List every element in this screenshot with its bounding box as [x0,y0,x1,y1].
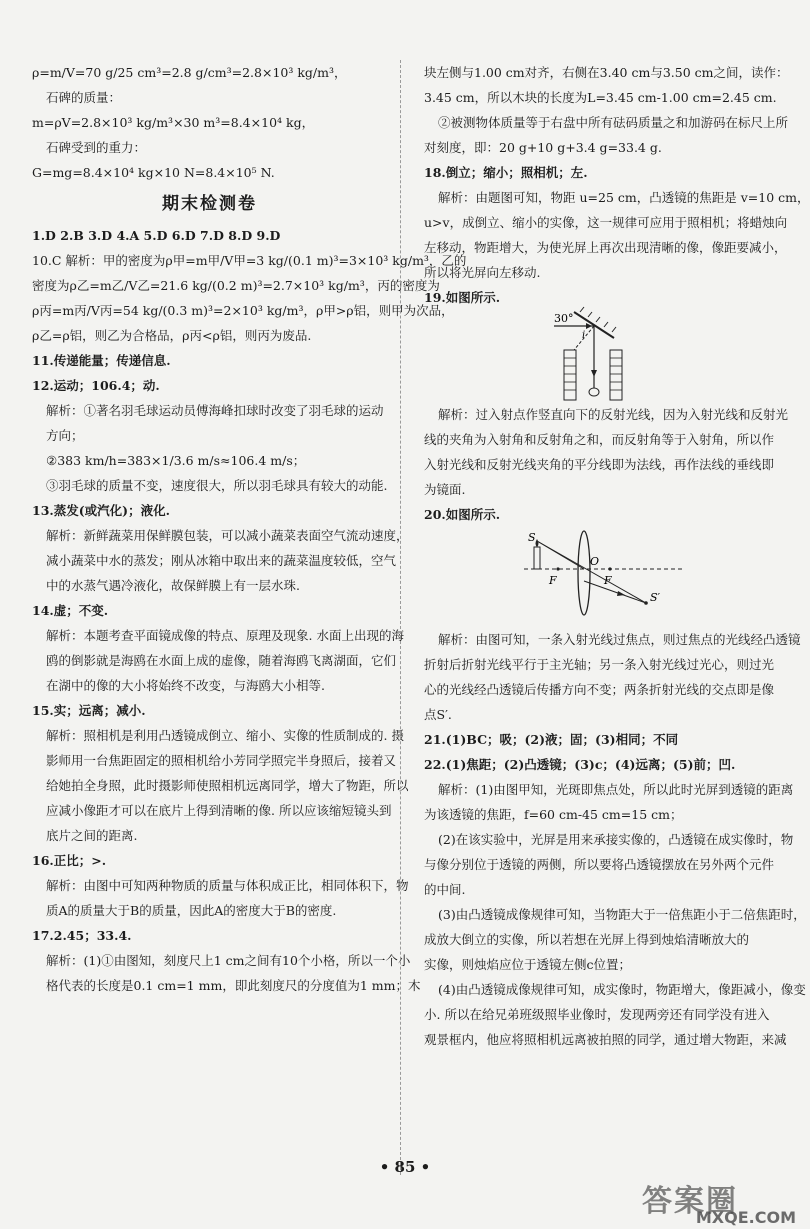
text-line: 解析：由图中可知两种物质的质量与体积成正比，相同体积下，物 [46,878,409,893]
text-line: 13.蒸发(或汽化)；液化. [32,503,170,518]
text-line: m=ρV=2.8×10³ kg/m³×30 m³=8.4×10⁴ kg， [32,115,315,130]
label-O: O [590,555,600,568]
label-S-prime: S′ [650,591,661,604]
text-line: 为镜面. [424,482,466,497]
text-line: 鸥的倒影就是海鸥在水面上成的虚像，随着海鸥飞离湖面，它们 [46,653,397,668]
text-line: 中的水蒸气遇冷液化，故保鲜膜上有一层水珠. [46,578,300,593]
text-line: 解析：(1)①由图知，刻度尺上1 cm之间有10个小格，所以一个小 [46,953,411,968]
text-line: 11.传递能量；传递信息. [32,353,171,368]
text-line: G=mg=8.4×10⁴ kg×10 N=8.4×10⁵ N. [32,165,275,180]
text-line: 解析：由题图可知，物距 u=25 cm，凸透镜的焦距是 v=10 cm， [438,190,810,205]
right-column [424,60,810,1052]
text-line: ③羽毛球的质量不变，速度很大，所以羽毛球具有较大的动能. [46,478,388,493]
text-line: 方向； [46,428,84,443]
text-line: 格代表的长度是0.1 cm=1 mm，即此刻度尺的分度值为1 mm；木 [46,978,421,993]
text-line: 心的光线经凸透镜后传播方向不变；两条折射光线的交点即是像 [424,682,775,697]
watermark-url: MXQE.COM [695,1208,796,1227]
incidence-angle-label: i [582,330,586,341]
text-line: 观景框内，他应将照相机远离被拍照的同学，通过增大物距，来减 [424,1032,787,1047]
mirror-diagram-svg [424,310,784,402]
text-line: 对刻度，即：20 g+10 g+3.4 g=33.4 g. [424,140,662,155]
text-line: 石碑的质量： [46,90,122,105]
figure-19-mirror-reflection [424,310,784,402]
text-line: 17.2.45；33.4. [32,928,132,943]
text-line: ②被测物体质量等于右盘中所有砝码质量之和加游码在标尺上所 [438,115,789,130]
focus-right [608,567,611,570]
angle-label: 30° [554,312,574,325]
text-line: 底片之间的距离. [46,828,138,843]
text-line: 线的夹角为入射角和反射角之和，而反射角等于入射角，所以作 [424,432,775,447]
text-line: 19.如图所示. [424,290,501,305]
text-line: 实像，则烛焰应位于透镜左侧c位置； [424,957,632,972]
focus-left [556,567,559,570]
text-line: 入射光线和反射光线夹角的平分线即为法线，再作法线的垂线即 [424,457,775,472]
text-line: ②383 km/h=383×1/3.6 m/s≈106.4 m/s； [46,453,306,468]
text-line: 成放大倒立的实像，所以若想在光屏上得到烛焰清晰放大的 [424,932,750,947]
convex-lens [578,531,590,615]
figure-20-convex-lens [424,527,784,627]
text-line: 21.(1)BC；吸；(2)液；固；(3)相同；不同 [424,732,679,747]
candle [534,547,540,569]
lens-diagram-svg [424,527,784,627]
text-line: ρ丙=m丙/V丙=54 kg/(0.3 m)³=2×10³ kg/m³，ρ甲>ρ铝，则甲为次品， [32,303,454,318]
text-line: 密度为ρ乙=m乙/V乙=21.6 kg/(0.2 m)³=2.7×10³ kg/m³，丙的密度为 [32,278,440,293]
text-line: 折射后折射光线平行于主光轴；另一条入射光线过光心，则过光 [424,657,775,672]
text-line: 应减小像距才可以在底片上得到清晰的像. 所以应该缩短镜头到 [46,803,392,818]
text-line: 1.D 2.B 3.D 4.A 5.D 6.D 7.D 8.D 9.D [32,228,281,243]
text-line: 小. 所以在给兄弟班级照毕业像时，发现两旁还有同学没有进入 [424,1007,770,1022]
text-line: (3)由凸透镜成像规律可知，当物距大于一倍焦距小于二倍焦距时， [438,907,806,922]
text-line: 10.C 解析：甲的密度为ρ甲=m甲/V甲=3 kg/(0.1 m)³=3×10³ kg/m³，乙的 [32,253,467,268]
well-bottom-object [589,388,599,396]
text-line: (4)由凸透镜成像规律可知，成实像时，物距增大，像距减小，像变 [438,982,806,997]
left-wall [564,350,576,400]
text-line: 期末检测卷 [162,194,257,214]
text-line: 18.倒立；缩小；照相机；左. [424,165,588,180]
text-line: 块左侧与1.00 cm对齐，右侧在3.40 cm与3.50 cm之间，读作： [424,65,789,80]
refracted-ray [584,581,646,603]
watermark-logo: 答案圈 [642,1184,738,1219]
text-line: ρ乙=ρ铝，则乙为合格品，ρ丙<ρ铝，则丙为废品. [32,328,312,343]
label-S: S [528,531,536,544]
text-line: (2)在该实验中，光屏是用来承接实像的，凸透镜在成实像时，物 [438,832,794,847]
column-divider [400,60,401,1175]
label-F-right: F [604,574,612,587]
text-line: 22.(1)焦距；(2)凸透镜；(3)c；(4)远离；(5)前；凹. [424,757,736,772]
text-line: 12.运动；106.4；动. [32,378,160,393]
text-line: u>v，成倒立、缩小的实像，这一规律可应用于照相机；将蜡烛向 [424,215,788,230]
label-F-left: F [549,574,557,587]
text-line: 点S′. [424,707,452,722]
candle-flame [536,539,539,547]
text-line: 解析：本题考查平面镜成像的特点、原理及现象. 水面上出现的海 [46,628,404,643]
text-line: 的中间. [424,882,466,897]
text-line: 左移动，物距增大，为使光屏上再次出现清晰的像，像距要减小， [424,240,787,255]
text-line: 14.虚；不变. [32,603,109,618]
text-line: 解析：新鲜蔬菜用保鲜膜包装，可以减小蔬菜表面空气流动速度， [46,528,409,543]
text-line: 解析：(1)由图甲知，光斑即焦点处，所以此时光屏到透镜的距离 [438,782,794,797]
text-line: 为该透镜的焦距，f=60 cm-45 cm=15 cm； [424,807,683,822]
text-line: 解析：照相机是利用凸透镜成倒立、缩小、实像的性质制成的. 摄 [46,728,404,743]
text-line: 15.实；远离；减小. [32,703,146,718]
text-line: 解析：过入射点作竖直向下的反射光线，因为入射光线和反射光 [438,407,789,422]
right-wall [610,350,622,400]
text-line: ρ=m/V=70 g/25 cm³=2.8 g/cm³=2.8×10³ kg/m³， [32,65,347,80]
text-line: 影师用一台焦距固定的照相机给小芳同学照完半身照后，接着又 [46,753,397,768]
image-point [644,601,648,605]
text-line: 3.45 cm，所以木块的长度为L=3.45 cm-1.00 cm=2.45 cm. [424,90,777,105]
page-number: • 85 • [379,1158,431,1176]
text-line: 给她拍全身照，此时摄影师使照相机远离同学，增大了物距，所以 [46,778,409,793]
text-line: 解析：①著名羽毛球运动员傅海峰扣球时改变了羽毛球的运动 [46,403,384,418]
text-line: 16.正比；>. [32,853,107,868]
ray-through-center [537,541,646,603]
text-line: 所以将光屏向左移动. [424,265,541,280]
text-line: 与像分别位于透镜的两侧，所以要将凸透镜摆放在另外两个元件 [424,857,775,872]
text-line: 在湖中的像的大小将始终不改变，与海鸥大小相等. [46,678,325,693]
text-line: 减小蔬菜中水的蒸发；刚从冰箱中取出来的蔬菜温度较低，空气 [46,553,397,568]
text-line: 质A的质量大于B的质量，因此A的密度大于B的密度. [46,903,337,918]
text-line: 解析：由图可知，一条入射光线过焦点，则过焦点的光线经凸透镜 [438,632,801,647]
text-line: 石碑受到的重力： [46,140,147,155]
text-line: 20.如图所示. [424,507,501,522]
